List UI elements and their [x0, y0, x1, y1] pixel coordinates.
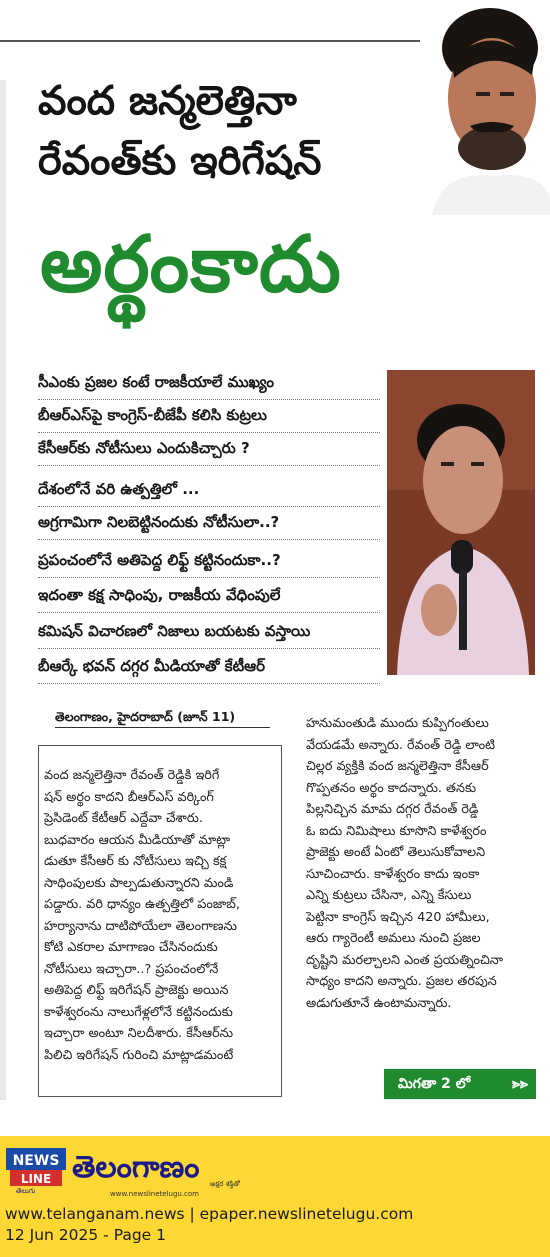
body-column-1 [44, 765, 240, 1066]
bullet-2: బీఆర్ఎస్‌పై కాంగ్రెస్-బీజేపీ కలిసి కుట్రలు [38, 401, 380, 433]
headline-line3: అర్థంకాదు [40, 220, 342, 310]
body-line: సాధ్యం కాదని అన్నారు. ప్రజల తరపున [306, 974, 497, 989]
body-line: హనుమంతుడి ముందు కుప్పిగంతులు [306, 716, 489, 731]
body-line: సూచించారు. కాళేశ్వరం కాదు ఇంకా [306, 866, 480, 882]
body-line: పిలిచి ఇరిగేషన్ గురించి మాట్లాడమంటే [44, 1047, 234, 1063]
body-line: అతిపెద్ద లిఫ్ట్ ఇరిగేషన్ ప్రాజెక్టు అయిన [44, 983, 229, 998]
bullet-5: అగ్రగామిగా నిలబెట్టినందుకు నోటీసులా..? [38, 508, 380, 540]
top-photo [412, 0, 550, 215]
continued-label: మిగతా 2 లో [398, 1076, 471, 1092]
body-line: పడ్డారు. వరి ధాన్యం ఉత్పత్తిలో పంజాబ్, [44, 897, 240, 912]
body-line: ఆరు గ్యారెంటీ అమలు నుంచి ప్రజల [306, 931, 481, 946]
headline-line1: వంద జన్మలెత్తినా [38, 78, 297, 124]
side-photo [387, 370, 535, 675]
body-line: దృష్టిని మరల్చాలని ఎంత ప్రయత్నించినా [306, 952, 504, 968]
body-line: ఓ ఐదు నిమిషాలు కూసొని కాళేశ్వరం [306, 823, 487, 839]
bullet-7: ఇదంతా కక్ష సాధింపు, రాజకీయ వేధింపులే [38, 581, 380, 613]
continued-page-2-button[interactable] [384, 1069, 536, 1099]
body-line: ప్రాజెక్టు అంటే ఏంటో తెలుసుకోవాలని [306, 845, 486, 860]
body-line: వంద జన్మలెత్తినా రేవంత్ రెడ్డికి ఇరిగే [44, 768, 220, 783]
body-line: నోటీసులు ఇచ్చారా..? ప్రపంచంలోనే [44, 961, 219, 977]
body-line: బుధవారం ఆయన మీడియాతో మాట్లా [44, 832, 231, 848]
newsline-logo [6, 1148, 66, 1192]
body-line: కాళేశ్వరంను నాలుగేళ్లలోనే కట్టినందుకు [44, 1004, 233, 1020]
body-line: చిల్లర వ్యక్తికి వంద జన్మలెత్తినా కేసీఆర్ [306, 759, 489, 774]
body-line: హర్యానాను దాటిపోయేలా తెలంగాణను [44, 918, 237, 934]
top-rule [0, 40, 420, 42]
body-line: వేయడమే అన్నారు. రేవంత్ రెడ్డి లాంటి [306, 737, 495, 753]
brand-tagline: అక్షర శక్తితో [210, 1180, 240, 1188]
headline-line2: రేవంత్‌కు ఇరిగేషన్ [38, 138, 322, 184]
bullet-3: కేసీఆర్‌కు నోటీసులు ఎందుకిచ్చారు ? [38, 434, 380, 466]
double-chevron-right-icon: ⪢⪢ [512, 1076, 528, 1092]
brand-website[interactable]: www.newslinetelugu.com [110, 1190, 199, 1198]
footer-urls[interactable]: www.telanganam.news | epaper.newslinetelugu.com [5, 1205, 414, 1223]
body-line: కోటి ఎకరాల మాగాణం చేసినందుకు [44, 940, 218, 955]
bullet-9: బీఆర్కే భవన్ దగ్గర మీడియాతో కేటీఆర్ [38, 652, 380, 684]
footer-page-info: 12 Jun 2025 - Page 1 [5, 1226, 167, 1244]
newsline-top-text: NEWS [12, 1153, 60, 1169]
bullet-8: కమిషన్ విచారణలో నిజాలు బయటకు వస్తాయి [38, 617, 380, 649]
body-line: షన్ అర్థం కాదని బీఆర్ఎస్ వర్కింగ్ [44, 789, 214, 805]
body-column-2 [306, 713, 503, 1014]
dateline-rule [55, 727, 270, 728]
bullet-6: ప్రపంచంలోనే అతిపెద్ద లిఫ్ట్ కట్టినందుకా..? [38, 546, 380, 578]
body-line: ఇచ్చారా అంటూ నిలదీశారు. కేసీఆర్‌ను [44, 1026, 234, 1041]
newsline-bottom-text: LINE [20, 1172, 52, 1186]
body-line: ప్రెసిడెంట్ కేటీఆర్ ఎద్దేవా చేశారు. [44, 811, 203, 826]
body-line: అడుగుతూనే ఉంటామన్నారు. [306, 995, 452, 1011]
bullet-4: దేశంలోనే వరి ఉత్పత్తిలో ... [38, 475, 380, 507]
body-line: ఎన్ని కుట్రలు చేసినా, ఎన్ని కేసులు [306, 888, 472, 903]
brand-name: తెలంగాణం [72, 1150, 200, 1185]
body-line: పెట్టినా కాంగ్రెస్ ఇచ్చిన 420 హామీలు, [306, 909, 490, 925]
left-margin-bar [0, 80, 6, 1100]
newsline-sub: తెలుగు [16, 1187, 36, 1195]
body-line: గొప్పతనం అర్థం కాదన్నారు. తనకు [306, 780, 477, 796]
dateline: తెలంగాణం, హైదరాబాద్ (జూన్ 11) [55, 709, 236, 724]
bullet-1: సీఎంకు ప్రజల కంటే రాజకీయాలే ముఖ్యం [38, 368, 380, 400]
body-line: సాధింపులకు పాల్పడుతున్నారని మండి [44, 875, 234, 891]
body-line: డుతూ కేసీఆర్ కు నోటీసులు ఇచ్చి కక్ష [44, 854, 227, 869]
body-line: పిల్లనిచ్చిన మామ దగ్గర రేవంత్ రెడ్డి [306, 802, 479, 817]
